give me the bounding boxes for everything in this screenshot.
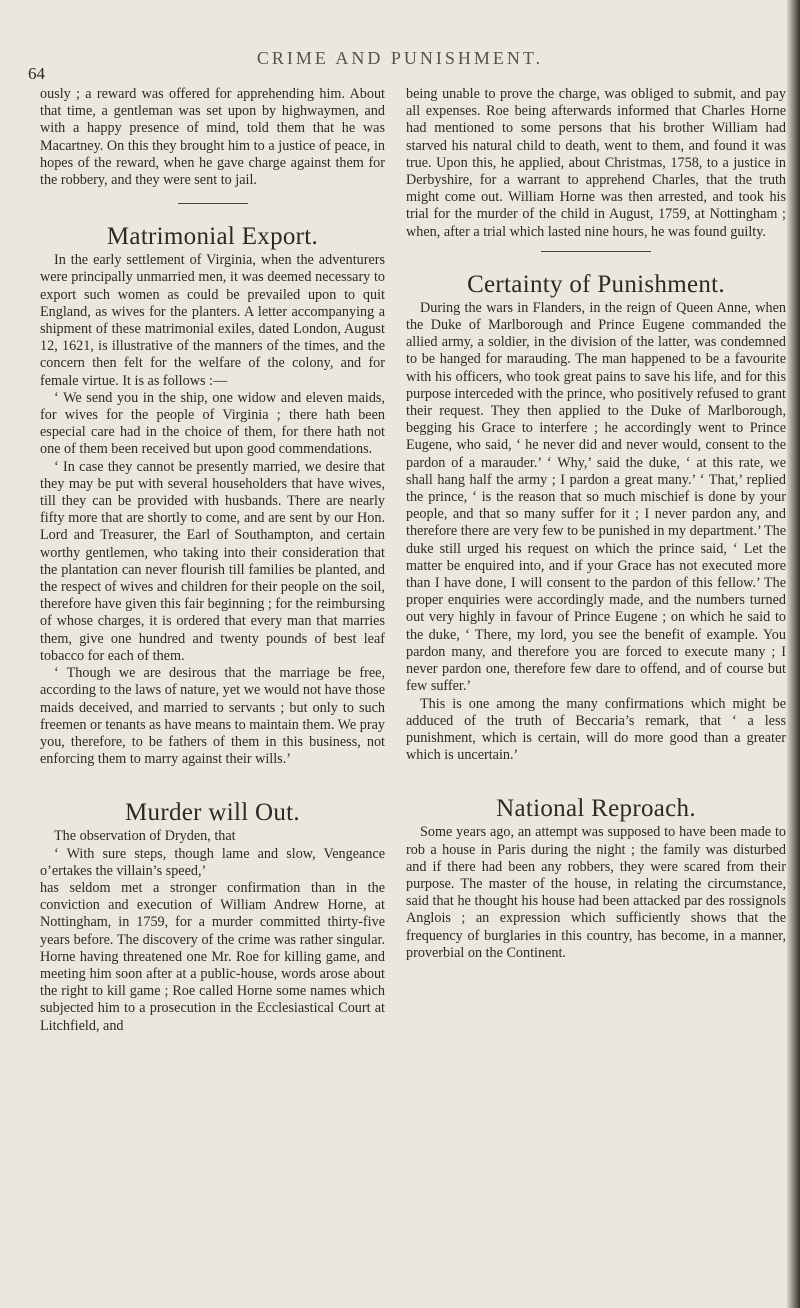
- continued-paragraph: being unable to prove the charge, was obliged to submit, and pay all expenses. Roe being afterwards informed that Charles Horne had mentioned to some persons that his brother William had starved his natural child to death, went to them, and found it was true. Upon this, he applied, about Christmas, 1758, to a justice in Derbyshire, for a warrant to apprehend Charles, that the truth might come out. William Horne was then arrested, and took his trial for the murder of the child in August, 1759, at Nottingham ; when, after a trial which lasted nine hours, he was found guilty.: [406, 86, 786, 240]
- matrimonial-paragraph-2: ‘ We send you in the ship, one widow and eleven maids, for wives for the people of Virginia ; there hath been especial care had in the choice of them, for there hath not one of them been received but upon good commendations.: [40, 389, 385, 458]
- certainty-paragraph-2: This is one among the many confirmations which might be adduced of the truth of Beccaria’s remark, that ‘ a less punishment, which is certain, will do more good than a greater which is uncertain.’: [406, 695, 786, 764]
- section-divider: [541, 251, 651, 252]
- national-paragraph-1: Some years ago, an attempt was supposed to have been made to rob a house in Paris during the night ; the family was disturbed and if there had been any robbers, they were scared from their purpose. The master of the house, in relating the circumstance, said that he thought his house had been attacked par des rossignols Anglois ; an expression which sufficiently shows that the frequency of burglaries in this country, has become, in a manner, proverbial on the Continent.: [406, 824, 786, 961]
- right-column: [406, 86, 786, 962]
- murder-paragraph-1: The observation of Dryden, that: [54, 828, 236, 845]
- matrimonial-paragraph-1: In the early settlement of Virginia, when the adventurers were principally unmarried men, it was deemed necessary to export such women as could be prevailed upon to quit England, as wives for the planters. A letter accompanying a shipment of these matrimonial exiles, dated London, August 12, 1621, is illustrative of the manners of the times, and the concern then felt for the welfare of the colony, and for female virtue. It is as follows :—: [40, 252, 385, 389]
- murder-paragraph-2: has seldom met a stronger confirmation than in the conviction and execution of William Andrew Horne, at Nottingham, in 1759, for a murder committed thirty-five years before. The discovery of the crime was rather singular. Horne having threatened one Mr. Roe for killing game, and meeting him soon after at a public-house, words arose about the right to kill game ; Roe called Horne some names which subjected him to a prosecution in the Ecclesiastical Court at Litchfield, and: [40, 879, 385, 1034]
- matrimonial-paragraph-3: ‘ In case they cannot be presently married, we desire that they may be put with several householders that have wives, till they can be provided with husbands. There are nearly fifty more that are shortly to come, and are sent by our Hon. Lord and Treasurer, the Earl of Southampton, and certain worthy gentlemen, who taking into their consideration that the plantation can never flourish till families be planted, and the respect of wives and children for their people on the soil, therefore have given this fair beginning ; for the reimbursing of whose charges, it is ordered that every man that marries them, give one hundred and twenty pounds of best leaf tobacco for each of them.: [40, 458, 385, 664]
- running-head: CRIME AND PUNISHMENT.: [256, 48, 544, 68]
- heading-matrimonial-export: Matrimonial Export.: [106, 223, 319, 251]
- section-gap: [40, 768, 385, 798]
- heading-murder-will-out: Murder will Out.: [125, 799, 300, 827]
- section-divider: [178, 203, 248, 204]
- heading-national-reproach: National Reproach.: [496, 795, 696, 823]
- murder-quotation: ‘ With sure steps, though lame and slow, Vengeance o’ertakes the villain’s speed,’: [40, 845, 385, 879]
- intro-paragraph: ously ; a reward was offered for apprehending him. About that time, a gentleman was set upon by highwaymen, and with a happy presence of mind, told them that he was Macartney. On this they brought him to a justice of peace, in hopes of the reward, when he gave charge against them for the robbery, and they were sent to jail.: [40, 86, 385, 189]
- section-gap: [406, 764, 786, 794]
- heading-certainty-of-punishment: Certainty of Punishment.: [467, 270, 725, 298]
- page-edge-shadow: [786, 0, 800, 1308]
- left-column: [40, 86, 385, 1035]
- certainty-paragraph-1: During the wars in Flanders, in the reign of Queen Anne, when the Duke of Marlborough and Prince Eugene commanded the allied army, a soldier, in the division of the latter, was condemned to be hanged for marauding. The man happened to be a favourite with his officers, who took great pains to save his life, and for this purpose interceded with the prince, who positively refused to grant their request. They then applied to the Duke of Marlborough, begging his Grace to interfere ; he accordingly went to Prince Eugene, who said, ‘ he never did and never would, consent to the pardon of a marauder.’ ‘ Why,’ said the duke, ‘ at this rate, we shall hang half the army ; I pardon a great many.’ ‘ That,’ replied the prince, ‘ is the reason that so much mischief is done by your people, and that so many suffer for it ; I never pardon any, and therefore there are very few to be punished in my department.’ The duke still urged his request on which the prince said, ‘ Let the matter be enquired into, and if your Grace has not executed more than I have done, I will consent to the pardon of this fellow.’ The proper enquiries were accordingly made, and the numbers turned out very highly in favour of Prince Eugene ; on which he said to the duke, ‘ There, my lord, you see the benefit of example. You pardon many, and therefore you are forced to execute many ; I never pardon one, therefore few dare to offend, and of course but few suffer.’: [406, 299, 787, 695]
- matrimonial-paragraph-4: ‘ Though we are desirous that the marriage be free, according to the laws of nature, yet we would not have those maids deceived, and married to servants ; but only to such freemen or tenants as have means to maintain them. We pray you, therefore, to be fathers of them in this business, not enforcing them to marry against their wills.’: [40, 665, 385, 768]
- page-number: 64: [28, 64, 45, 83]
